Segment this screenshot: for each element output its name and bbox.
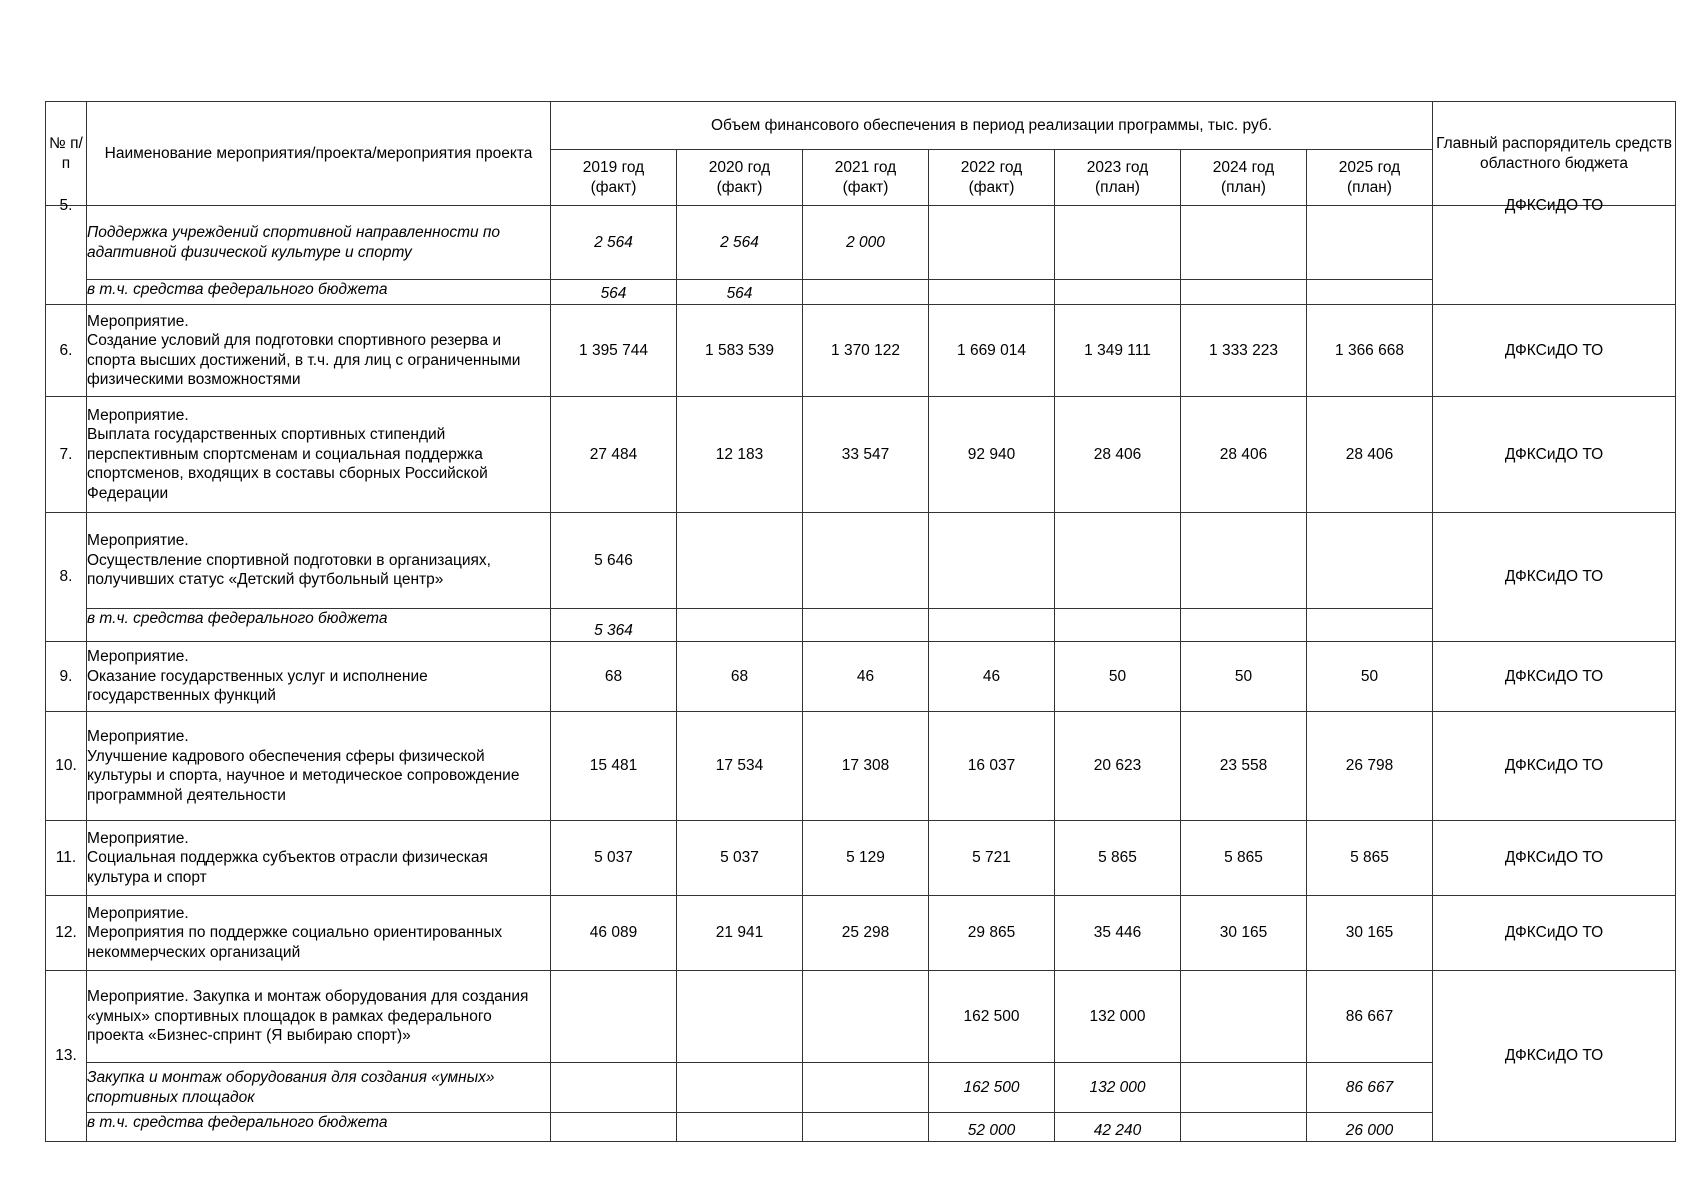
year-2019: 2019 год (факт): [551, 150, 677, 206]
row-name: Мероприятие. Закупка и монтаж оборудования для создания «умных» спортивных площадок в рамках федерального проекта «Бизнес-спринт (Я выбираю спорт)»: [87, 971, 551, 1063]
value-cell: [1181, 280, 1307, 305]
row-name: Мероприятие. Улучшение кадрового обеспечения сферы физической культуры и спорта, научное и методическое сопровождение программной деятельности: [87, 712, 551, 821]
value-cell: 68: [551, 642, 677, 712]
value-cell: 26 000: [1307, 1113, 1433, 1142]
header-org: Главный распорядитель средств областного бюджета: [1433, 102, 1676, 206]
value-cell: [1055, 513, 1181, 609]
value-cell: 17 534: [677, 712, 803, 821]
value-cell: 5 037: [677, 821, 803, 896]
value-cell: [1181, 513, 1307, 609]
value-cell: 5 865: [1307, 821, 1433, 896]
value-cell: 2 564: [677, 206, 803, 280]
value-cell: 86 667: [1307, 971, 1433, 1063]
org-cell: ДФКСиДО ТО: [1433, 896, 1676, 971]
value-cell: [551, 971, 677, 1063]
value-cell: [803, 513, 929, 609]
value-cell: 1 669 014: [929, 305, 1055, 397]
value-cell: 30 165: [1181, 896, 1307, 971]
value-cell: 16 037: [929, 712, 1055, 821]
value-cell: 27 484: [551, 397, 677, 513]
value-cell: 12 183: [677, 397, 803, 513]
value-cell: 2 000: [803, 206, 929, 280]
value-cell: 50: [1181, 642, 1307, 712]
org-cell: ДФКСиДО ТО: [1433, 642, 1676, 712]
row-number: 6.: [46, 305, 87, 397]
year-2024: 2024 год (план): [1181, 150, 1307, 206]
row-name: Закупка и монтаж оборудования для создания «умных» спортивных площадок: [87, 1063, 551, 1113]
row-name: в т.ч. средства федерального бюджета: [87, 280, 551, 305]
value-cell: [929, 513, 1055, 609]
row-number: 12.: [46, 896, 87, 971]
org-cell: ДФКСиДО ТО: [1433, 821, 1676, 896]
value-cell: 132 000: [1055, 971, 1181, 1063]
org-cell: ДФКСиДО ТО: [1433, 971, 1676, 1142]
header-num: № п/п: [46, 102, 87, 206]
value-cell: 52 000: [929, 1113, 1055, 1142]
row-number: 7.: [46, 397, 87, 513]
value-cell: [803, 1063, 929, 1113]
row-name: Поддержка учреждений спортивной направленности по адаптивной физической культуре и спорту: [87, 206, 551, 280]
table-subrow: [46, 1063, 1676, 1113]
row-name: в т.ч. средства федерального бюджета: [87, 1113, 551, 1142]
table-row: [46, 397, 1676, 513]
table-row: [46, 896, 1676, 971]
value-cell: [677, 513, 803, 609]
value-cell: 28 406: [1055, 397, 1181, 513]
row-number: 8.: [46, 513, 87, 642]
row-name: Мероприятие. Осуществление спортивной подготовки в организациях, получивших статус «Детский футбольный центр»: [87, 513, 551, 609]
header-name: Наименование мероприятия/проекта/мероприятия проекта: [87, 102, 551, 206]
value-cell: 21 941: [677, 896, 803, 971]
year-2021: 2021 год (факт): [803, 150, 929, 206]
table-row: [46, 513, 1676, 609]
row-number: 5.: [46, 206, 87, 305]
value-cell: [1181, 1113, 1307, 1142]
value-cell: 26 798: [1307, 712, 1433, 821]
value-cell: 5 037: [551, 821, 677, 896]
value-cell: [551, 1113, 677, 1142]
value-cell: 35 446: [1055, 896, 1181, 971]
value-cell: 564: [677, 280, 803, 305]
value-cell: [929, 280, 1055, 305]
value-cell: 5 865: [1055, 821, 1181, 896]
value-cell: 46: [929, 642, 1055, 712]
value-cell: [1181, 1063, 1307, 1113]
value-cell: 30 165: [1307, 896, 1433, 971]
row-name: Мероприятие. Мероприятия по поддержке социально ориентированных некоммерческих организаций: [87, 896, 551, 971]
value-cell: [803, 609, 929, 642]
financing-table: [45, 101, 1676, 1142]
row-name: Мероприятие. Создание условий для подготовки спортивного резерва и спорта высших достижений, в т.ч. для лиц с ограниченными физическими возможностями: [87, 305, 551, 397]
value-cell: 17 308: [803, 712, 929, 821]
value-cell: 46: [803, 642, 929, 712]
value-cell: 1 395 744: [551, 305, 677, 397]
value-cell: 5 865: [1181, 821, 1307, 896]
row-number: 11.: [46, 821, 87, 896]
table-subrow: [46, 609, 1676, 642]
org-cell: ДФКСиДО ТО: [1433, 513, 1676, 642]
value-cell: [677, 1063, 803, 1113]
header-row-1: [46, 102, 1676, 150]
value-cell: 5 364: [551, 609, 677, 642]
table-row: [46, 821, 1676, 896]
value-cell: 42 240: [1055, 1113, 1181, 1142]
value-cell: [677, 971, 803, 1063]
value-cell: 1 349 111: [1055, 305, 1181, 397]
value-cell: 1 370 122: [803, 305, 929, 397]
row-number: 10.: [46, 712, 87, 821]
value-cell: [677, 1113, 803, 1142]
table-row: [46, 206, 1676, 280]
value-cell: 28 406: [1181, 397, 1307, 513]
year-2025: 2025 год (план): [1307, 150, 1433, 206]
value-cell: 20 623: [1055, 712, 1181, 821]
row-name: в т.ч. средства федерального бюджета: [87, 609, 551, 642]
value-cell: 5 721: [929, 821, 1055, 896]
value-cell: 23 558: [1181, 712, 1307, 821]
value-cell: [1055, 206, 1181, 280]
value-cell: [1055, 609, 1181, 642]
org-cell: ДФКСиДО ТО: [1433, 397, 1676, 513]
value-cell: 1 333 223: [1181, 305, 1307, 397]
table-row: [46, 712, 1676, 821]
value-cell: [929, 206, 1055, 280]
value-cell: 132 000: [1055, 1063, 1181, 1113]
value-cell: 162 500: [929, 971, 1055, 1063]
row-name: Мероприятие. Выплата государственных спортивных стипендий перспективным спортсменам и социальная поддержка спортсменов, входящих в составы сборных Российской Федерации: [87, 397, 551, 513]
org-cell: ДФКСиДО ТО: [1433, 206, 1676, 305]
header-volume: Объем финансового обеспечения в период реализации программы, тыс. руб.: [551, 102, 1433, 150]
value-cell: 1 583 539: [677, 305, 803, 397]
value-cell: [1307, 280, 1433, 305]
org-cell: ДФКСиДО ТО: [1433, 712, 1676, 821]
year-2020: 2020 год (факт): [677, 150, 803, 206]
value-cell: 92 940: [929, 397, 1055, 513]
value-cell: [1307, 609, 1433, 642]
value-cell: 28 406: [1307, 397, 1433, 513]
value-cell: 162 500: [929, 1063, 1055, 1113]
value-cell: [803, 1113, 929, 1142]
row-number: 9.: [46, 642, 87, 712]
table-row: [46, 642, 1676, 712]
value-cell: 29 865: [929, 896, 1055, 971]
value-cell: [1181, 206, 1307, 280]
value-cell: 5 646: [551, 513, 677, 609]
row-name: Мероприятие. Социальная поддержка субъектов отрасли физическая культура и спорт: [87, 821, 551, 896]
value-cell: [1055, 280, 1181, 305]
value-cell: 2 564: [551, 206, 677, 280]
value-cell: [803, 971, 929, 1063]
value-cell: 50: [1307, 642, 1433, 712]
value-cell: [1307, 206, 1433, 280]
value-cell: 46 089: [551, 896, 677, 971]
value-cell: [929, 609, 1055, 642]
value-cell: 33 547: [803, 397, 929, 513]
value-cell: 25 298: [803, 896, 929, 971]
value-cell: [1307, 513, 1433, 609]
value-cell: 68: [677, 642, 803, 712]
value-cell: [803, 280, 929, 305]
org-cell: ДФКСиДО ТО: [1433, 305, 1676, 397]
value-cell: 50: [1055, 642, 1181, 712]
value-cell: 564: [551, 280, 677, 305]
value-cell: [1181, 609, 1307, 642]
year-2023: 2023 год (план): [1055, 150, 1181, 206]
year-2022: 2022 год (факт): [929, 150, 1055, 206]
value-cell: 1 366 668: [1307, 305, 1433, 397]
value-cell: 86 667: [1307, 1063, 1433, 1113]
value-cell: 5 129: [803, 821, 929, 896]
row-name: Мероприятие. Оказание государственных услуг и исполнение государственных функций: [87, 642, 551, 712]
value-cell: [677, 609, 803, 642]
table-subrow: [46, 280, 1676, 305]
table-row: [46, 305, 1676, 397]
value-cell: [1181, 971, 1307, 1063]
table-row: [46, 971, 1676, 1063]
table-subrow: [46, 1113, 1676, 1142]
row-number: 13.: [46, 971, 87, 1142]
value-cell: [551, 1063, 677, 1113]
value-cell: 15 481: [551, 712, 677, 821]
